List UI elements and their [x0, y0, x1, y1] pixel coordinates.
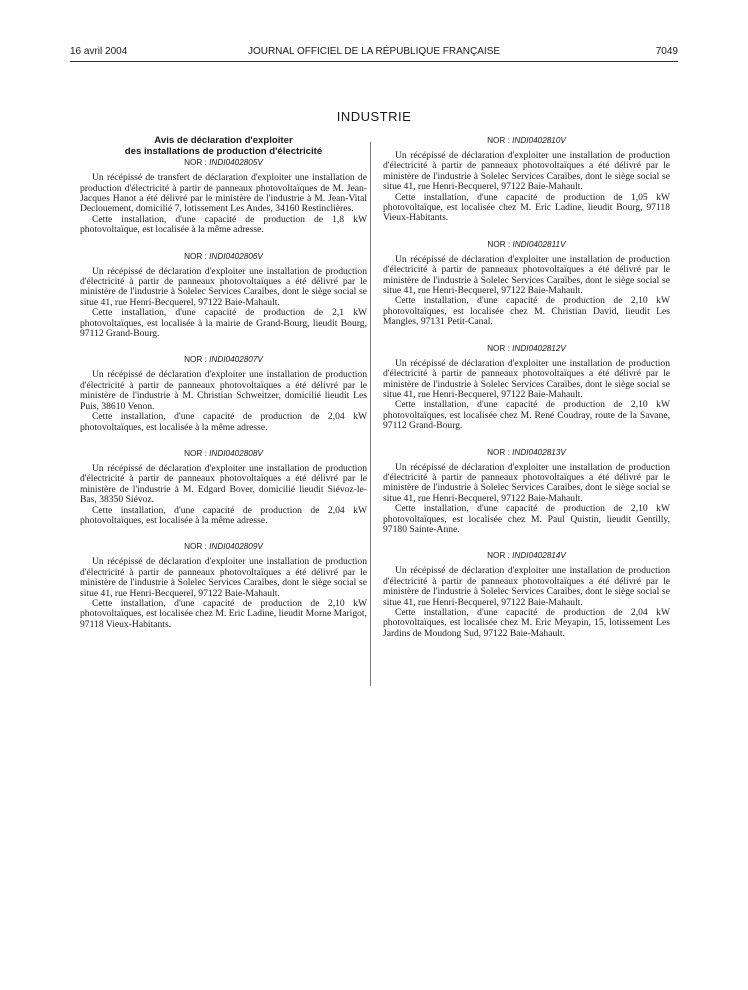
nor-prefix: NOR : [487, 343, 513, 353]
nor-code: INDI0402812V [512, 343, 566, 353]
header-date: 16 avril 2004 [70, 46, 128, 57]
entry-paragraph-receipt: Un récépissé de déclaration d'exploiter une installation de production d'électricité à partir de panneaux photovoltaïques a été délivré par le ministère de l'industrie à M. Christian Schweitzer, domicilié lieudit Les Puis, 38610 Venon. [80, 369, 367, 412]
notice-title-line2: des installations de production d'électricité [124, 145, 323, 157]
notice-entry [80, 355, 367, 432]
notice-entry [383, 136, 670, 224]
entry-paragraph-receipt: Un récépissé de déclaration d'exploiter une installation de production d'électricité à partir de panneaux photovoltaïques a été délivré par le ministère de l'industrie à Solelec Services Caraïbes, dont le siège social se situe 41, rue Henri-Becquerel, 97122 Baie-Mahault. [383, 150, 670, 193]
nor-reference [80, 542, 367, 552]
nor-prefix: NOR : [184, 251, 210, 261]
entry-paragraph-installation: Cette installation, d'une capacité de production de 2,10 kW photovoltaïques, est localisée chez M. René Coudray, route de la Savane, 97112 Grand-Bourg. [383, 399, 670, 432]
notice-entry [383, 448, 670, 536]
nor-reference [80, 252, 367, 262]
notice-entry [80, 158, 367, 235]
entry-paragraph-installation: Cette installation, d'une capacité de production de 2,1 kW photovoltaïques, est localisée à la mairie de Grand-Bourg, lieudit Bourg, 97112 Grand-Bourg. [80, 307, 367, 340]
header-page-number: 7049 [655, 46, 678, 57]
page-header [70, 46, 678, 60]
notice-entry [80, 449, 367, 526]
nor-prefix: NOR : [487, 551, 513, 561]
column-divider [370, 142, 371, 686]
entry-paragraph-installation: Cette installation, d'une capacité de production de 2,04 kW photovoltaïques, est localisée à la même adresse. [80, 504, 367, 526]
nor-prefix: NOR : [184, 448, 210, 458]
nor-code: INDI0402809V [209, 542, 263, 552]
entry-paragraph-receipt: Un récépissé de déclaration d'exploiter une installation de production d'électricité à partir de panneaux photovoltaïques a été délivré par le ministère de l'industrie à Solelec Services Caraïbes, dont le siège social se situe 41, rue Henri-Becquerel, 97122 Baie-Mahault. [383, 357, 670, 400]
nor-prefix: NOR : [487, 136, 513, 145]
entry-paragraph-installation: Cette installation, d'une capacité de production de 2,10 kW photovoltaïques, est localisée chez M. Christian David, lieudit Les Mangles, 97131 Petit-Canal. [383, 295, 670, 328]
nor-prefix: NOR : [487, 447, 513, 457]
header-rule [70, 61, 678, 62]
entry-paragraph-receipt: Un récépissé de déclaration d'exploiter une installation de production d'électricité à partir de panneaux photovoltaïques a été délivré par le ministère de l'industrie à Solelec Services Caraïbes, dont le siège social se situe 41, rue Henri-Becquerel, 97122 Baie-Mahault. [80, 556, 367, 599]
nor-code: INDI0402808V [209, 448, 263, 458]
entry-paragraph-installation: Cette installation, d'une capacité de production de 1,05 kW photovoltaïque, est localisée chez M. Eric Ladine, lieudit Bourg, 97118 Vieux-Habitants. [383, 191, 670, 224]
nor-code: INDI0402806V [209, 251, 263, 261]
header-journal-title: JOURNAL OFFICIEL DE LA RÉPUBLIQUE FRANÇAISE [247, 46, 501, 57]
entry-paragraph-receipt: Un récépissé de déclaration d'exploiter une installation de production d'électricité à partir de panneaux photovoltaïques a été délivré par le ministère de l'industrie à Solelec Services Caraïbes, dont le siège social se situe 41, rue Henri-Becquerel, 97122 Baie-Mahault. [383, 461, 670, 504]
entry-paragraph-receipt: Un récépissé de déclaration d'exploiter une installation de production d'électricité à partir de panneaux photovoltaïques a été délivré par le ministère de l'industrie à Solelec Services Caraïbes, dont le siège social se situe 41, rue Henri-Becquerel, 97122 Baie-Mahault. [80, 265, 367, 308]
nor-code: INDI0402810V [512, 136, 566, 145]
entry-paragraph-installation: Cette installation, d'une capacité de production de 2,04 kW photovoltaïques, est localisée à la même adresse. [80, 411, 367, 433]
notice-entry [80, 542, 367, 630]
nor-reference [80, 355, 367, 365]
notice-title-line1: Avis de déclaration d'exploiter [154, 135, 293, 146]
entry-paragraph-installation: Cette installation, d'une capacité de production de 2,10 kW photovoltaïques, est localisée chez M. Paul Quistin, lieudit Gentilly, 97180 Sainte-Anne. [383, 503, 670, 535]
section-title: INDUSTRIE [336, 109, 412, 124]
nor-code: INDI0402805V [209, 158, 263, 168]
nor-reference [383, 551, 670, 561]
notice-entry [383, 240, 670, 328]
notice-entry [383, 344, 670, 432]
nor-code: INDI0402807V [209, 355, 263, 365]
nor-prefix: NOR : [184, 355, 210, 365]
notice-entry [383, 551, 670, 639]
nor-prefix: NOR : [487, 239, 513, 249]
entry-paragraph-receipt: Un récépissé de déclaration d'exploiter une installation de production d'électricité à partir de panneaux photovoltaïques a été délivré par le ministère de l'industrie à Solelec Services Caraïbes, dont le siège social se situe 41, rue Henri-Becquerel, 97122 Baie-Mahault. [383, 253, 670, 297]
nor-code: INDI0402814V [512, 551, 566, 561]
entry-paragraph-receipt: Un récépissé de déclaration d'exploiter une installation de production d'électricité à partir de panneaux photovoltaïques a été délivré par le ministère de l'industrie à M. Edgard Bover, domicilié lieudit Siévoz-le-Bas, 38350 Siévoz. [80, 462, 367, 506]
left-column [80, 136, 367, 646]
entry-paragraph-receipt: Un récépissé de transfert de déclaration d'exploiter une installation de production d'électricité à partir de panneaux photovoltaïques de M. Jean-Jacques Hanot a été délivré par le ministère de l'industrie à M. Jean-Vital Declouement, domicilié 7, lotissement Les Andes, 34160 Restinclières. [80, 172, 367, 215]
nor-reference [80, 158, 367, 168]
entry-paragraph-installation: Cette installation, d'une capacité de production de 1,8 kW photovoltaïque, est localisée à la même adresse. [80, 213, 367, 236]
nor-reference [80, 449, 367, 459]
nor-prefix: NOR : [184, 542, 210, 552]
notice-entry [80, 252, 367, 340]
entry-paragraph-installation: Cette installation, d'une capacité de production de 2,10 kW photovoltaïques, est localisée chez M. Eric Ladine, lieudit Morne Marigot, 97118 Vieux-Habitants. [80, 597, 367, 630]
nor-code: INDI0402811V [512, 239, 566, 249]
right-column [383, 136, 670, 655]
nor-reference [383, 448, 670, 458]
nor-code: INDI0402813V [512, 447, 566, 457]
nor-reference [383, 240, 670, 250]
nor-prefix: NOR : [184, 158, 210, 168]
nor-reference [383, 344, 670, 354]
entry-paragraph-installation: Cette installation, d'une capacité de production de 2,04 kW photovoltaïques, est localisée chez M. Eric Meyapin, 15, lotissement Les Jardins de Moudong Sud, 97122 Baie-Mahault. [383, 607, 670, 639]
nor-reference [383, 136, 670, 146]
entry-paragraph-receipt: Un récépissé de déclaration d'exploiter une installation de production d'électricité à partir de panneaux photovoltaïques a été délivré par le ministère de l'industrie à Solelec Services Caraïbes, dont le siège social se situe 41, rue Henri-Becquerel, 97122 Baie-Mahault. [383, 565, 670, 608]
